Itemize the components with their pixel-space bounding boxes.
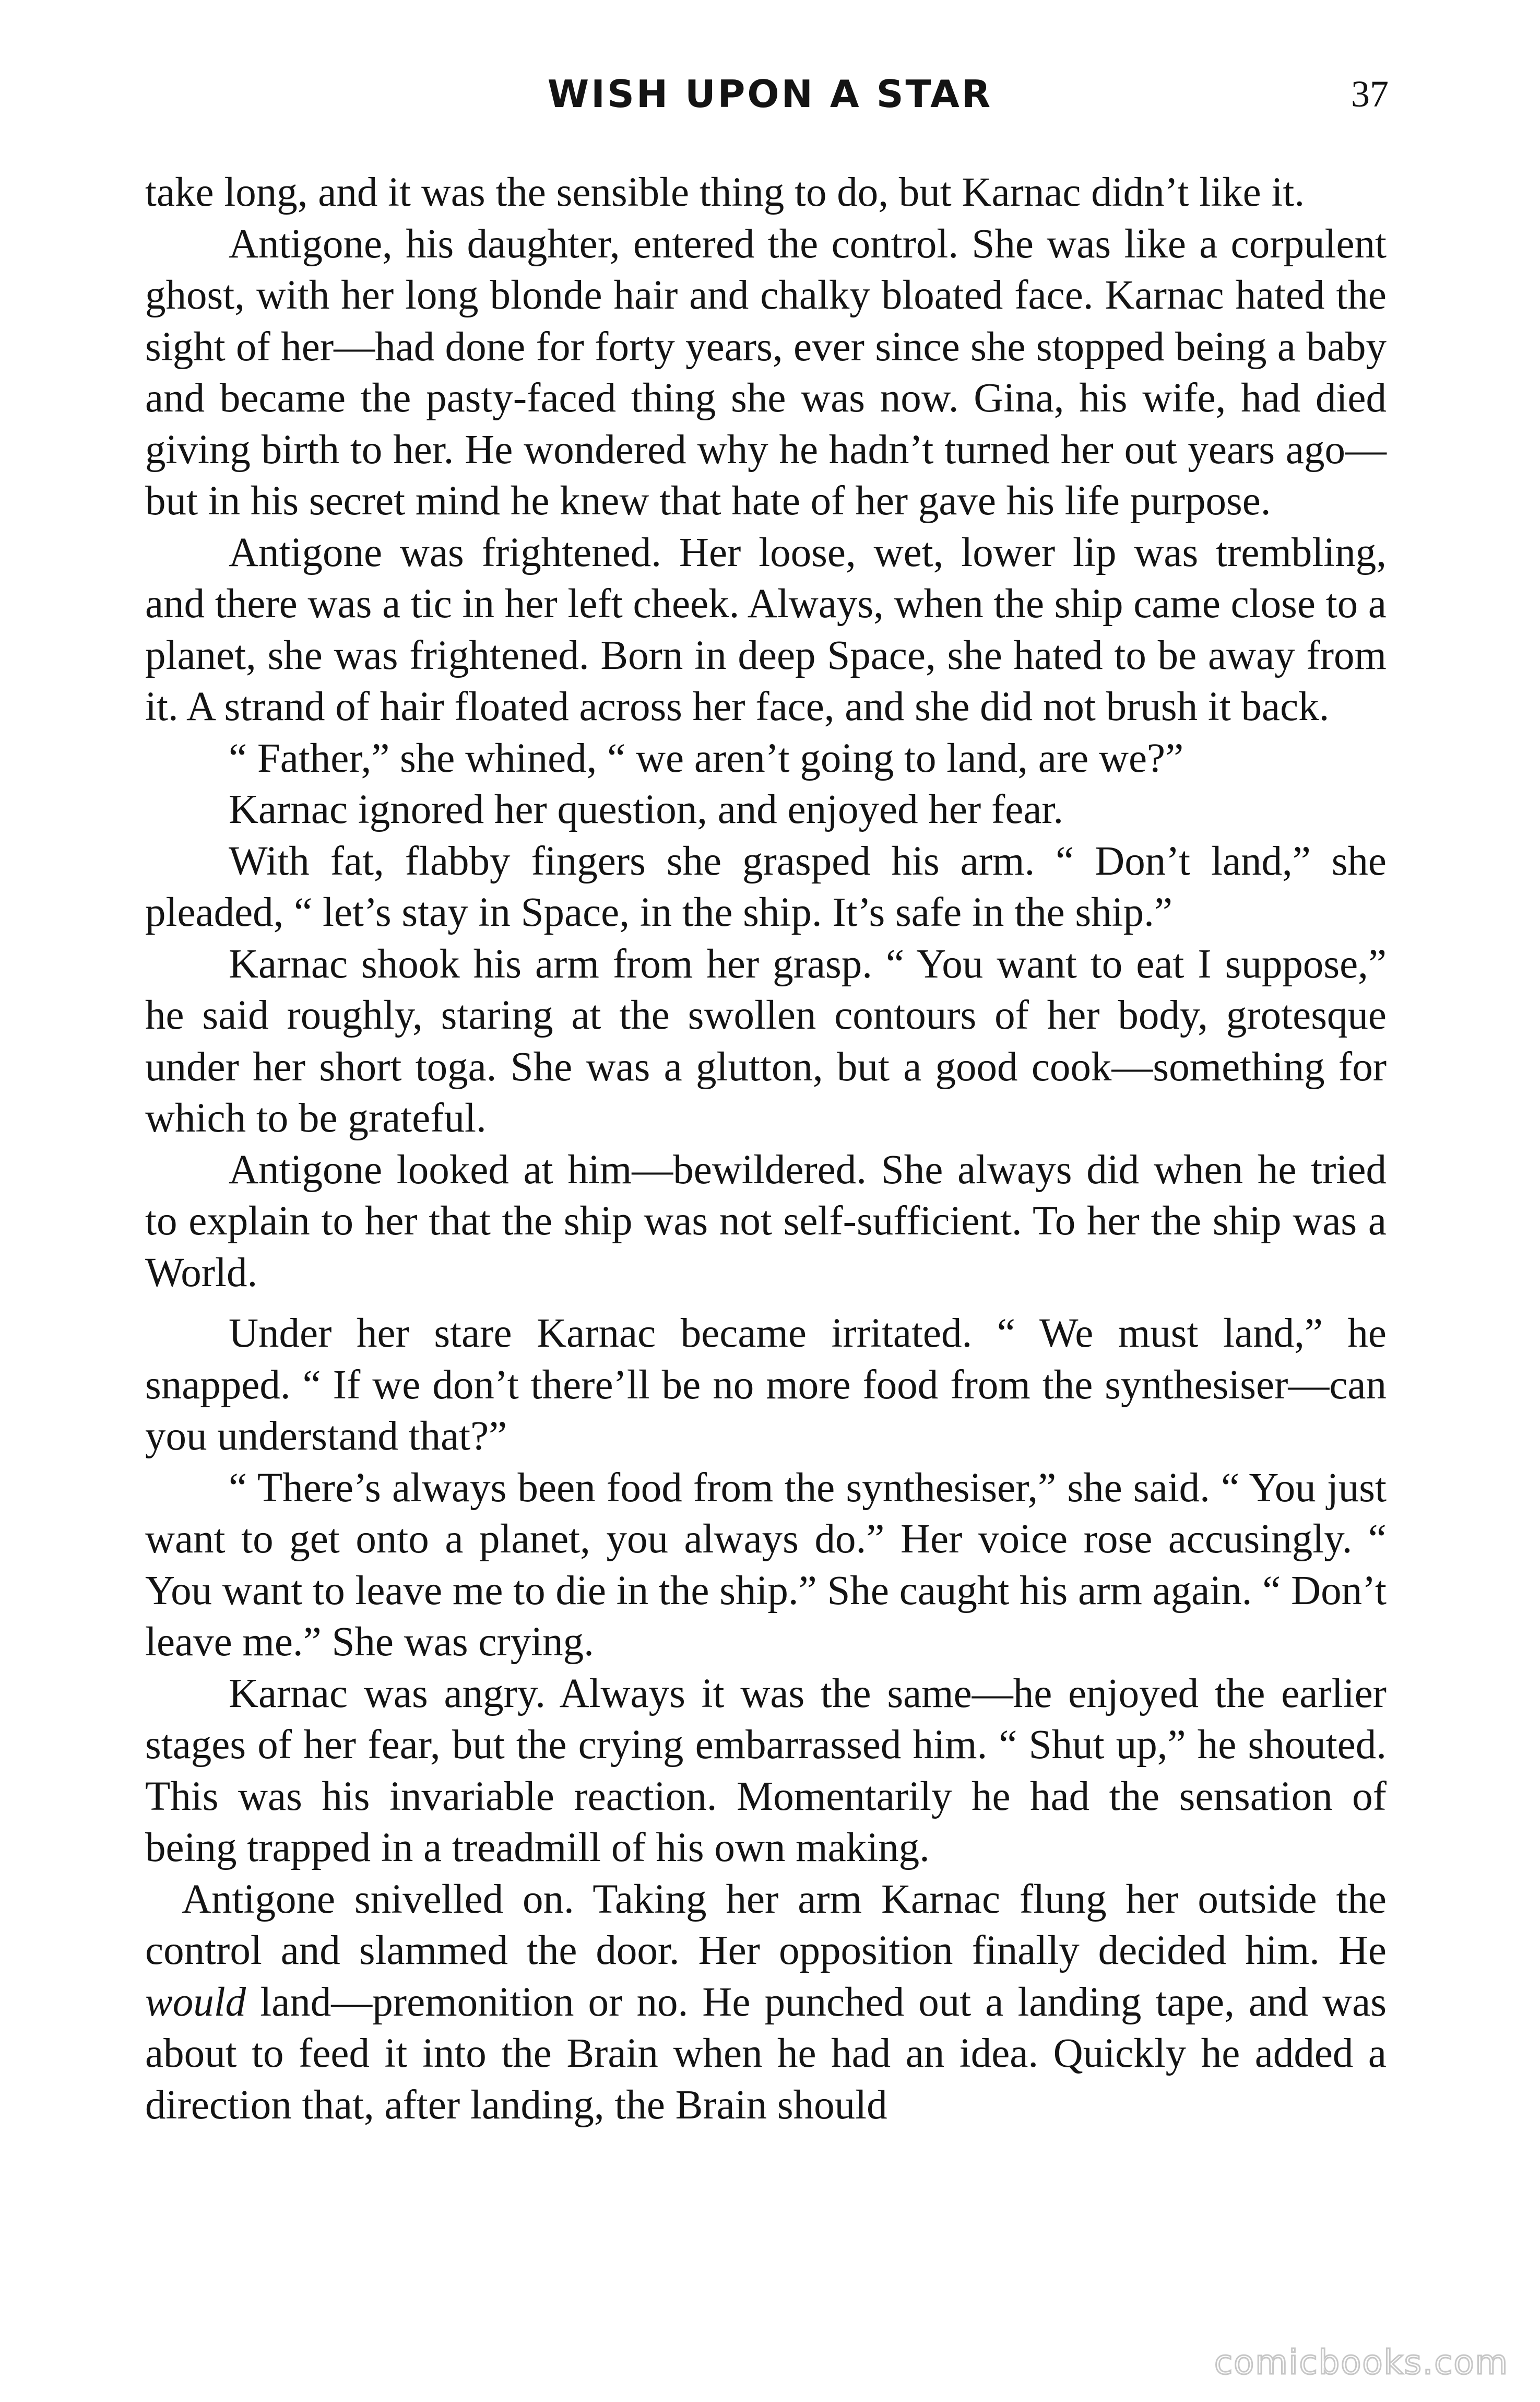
paragraph-7 — [145, 939, 1387, 1145]
watermark: comicbooks.com — [1214, 2344, 1509, 2382]
paragraph-12 — [145, 1874, 1387, 2132]
paragraph-text: land—premonition or no. He punched out a landing tape, and was about to feed it into the Brain when he had an idea. Quickly he added a direction that, after landing, the Brain should — [145, 1979, 1387, 2128]
paragraph-1 — [145, 167, 1387, 219]
paragraph-text: Karnac was angry. Always it was the same—he enjoyed the earlier stages of her fear, but the crying embarrassed him. “ Shut up,” he shouted. This was his invariable reaction. Momentarily he had the sensation of being trapped in a treadmill of his own making. — [145, 1670, 1387, 1870]
running-head — [0, 68, 1540, 120]
paragraph-8 — [145, 1145, 1387, 1299]
paragraph-text: Antigone looked at him—bewildered. She always did when he tried to explain to her that the ship was not self-sufficient. To her the ship was a World. — [145, 1147, 1387, 1296]
body-text — [145, 167, 1387, 2131]
paragraph-3 — [145, 527, 1387, 733]
paragraph-text: Antigone was frightened. Her loose, wet, lower lip was trembling, and there was a tic in her left cheek. Always, when the ship came close to a planet, she was frightened. Born in deep Space, she hated to be away from it. A strand of hair floated across her face, and she did not brush it back. — [145, 529, 1387, 729]
paragraph-text: Antigone, his daughter, entered the control. She was like a corpulent ghost, with her long blonde hair and chalky bloated face. Karnac hated the sight of her—had done for forty years, ever since she stopped being a baby and became the pasty-faced thing she was now. Gina, his wife, had died giving birth to her. He wondered why he hadn’t turned her out years ago—but in his secret mind he knew that hate of her gave his life purpose. — [145, 221, 1387, 524]
paragraph-text: Karnac shook his arm from her grasp. “ You want to eat I suppose,” he said roughly, staring at the swollen contours of her body, grotesque under her short toga. She was a glutton, but a good cook—something for which to be grateful. — [145, 941, 1387, 1141]
paragraph-5 — [145, 784, 1387, 836]
page-number: 37 — [1351, 73, 1389, 115]
emphasis-text: would — [145, 1979, 246, 2025]
paragraph-10 — [145, 1463, 1387, 1668]
paragraph-text: take long, and it was the sensible thing to do, but Karnac didn’t like it. — [145, 170, 1305, 215]
running-title: WISH UPON A STAR — [547, 72, 993, 116]
paragraph-text: “ Father,” she whined, “ we aren’t going to land, are we?” — [229, 735, 1184, 781]
paragraph-2 — [145, 219, 1387, 527]
paragraph-text: Antigone snivelled on. Taking her arm Karnac flung her outside the control and slammed the door. Her opposition finally decided him. He — [145, 1876, 1387, 1973]
paragraph-11 — [145, 1668, 1387, 1874]
paragraph-6 — [145, 836, 1387, 939]
paragraph-text: Karnac ignored her question, and enjoyed her fear. — [229, 787, 1064, 832]
paragraph-4 — [145, 733, 1387, 785]
paragraph-text: “ There’s always been food from the synthesiser,” she said. “ You just want to get onto a planet, you always do.” Her voice rose accusingly. “ You want to leave me to die in the ship.” She caught his arm again. “ Don’t leave me.” She was crying. — [145, 1465, 1387, 1665]
paragraph-text: With fat, flabby fingers she grasped his arm. “ Don’t land,” she pleaded, “ let’s stay in Space, in the ship. It’s safe in the ship.” — [145, 838, 1387, 935]
paragraph-text: Under her stare Karnac became irritated. “ We must land,” he snapped. “ If we don’t there’ll be no more food from the synthesiser—can you understand that?” — [145, 1311, 1387, 1459]
paragraph-9 — [145, 1308, 1387, 1463]
